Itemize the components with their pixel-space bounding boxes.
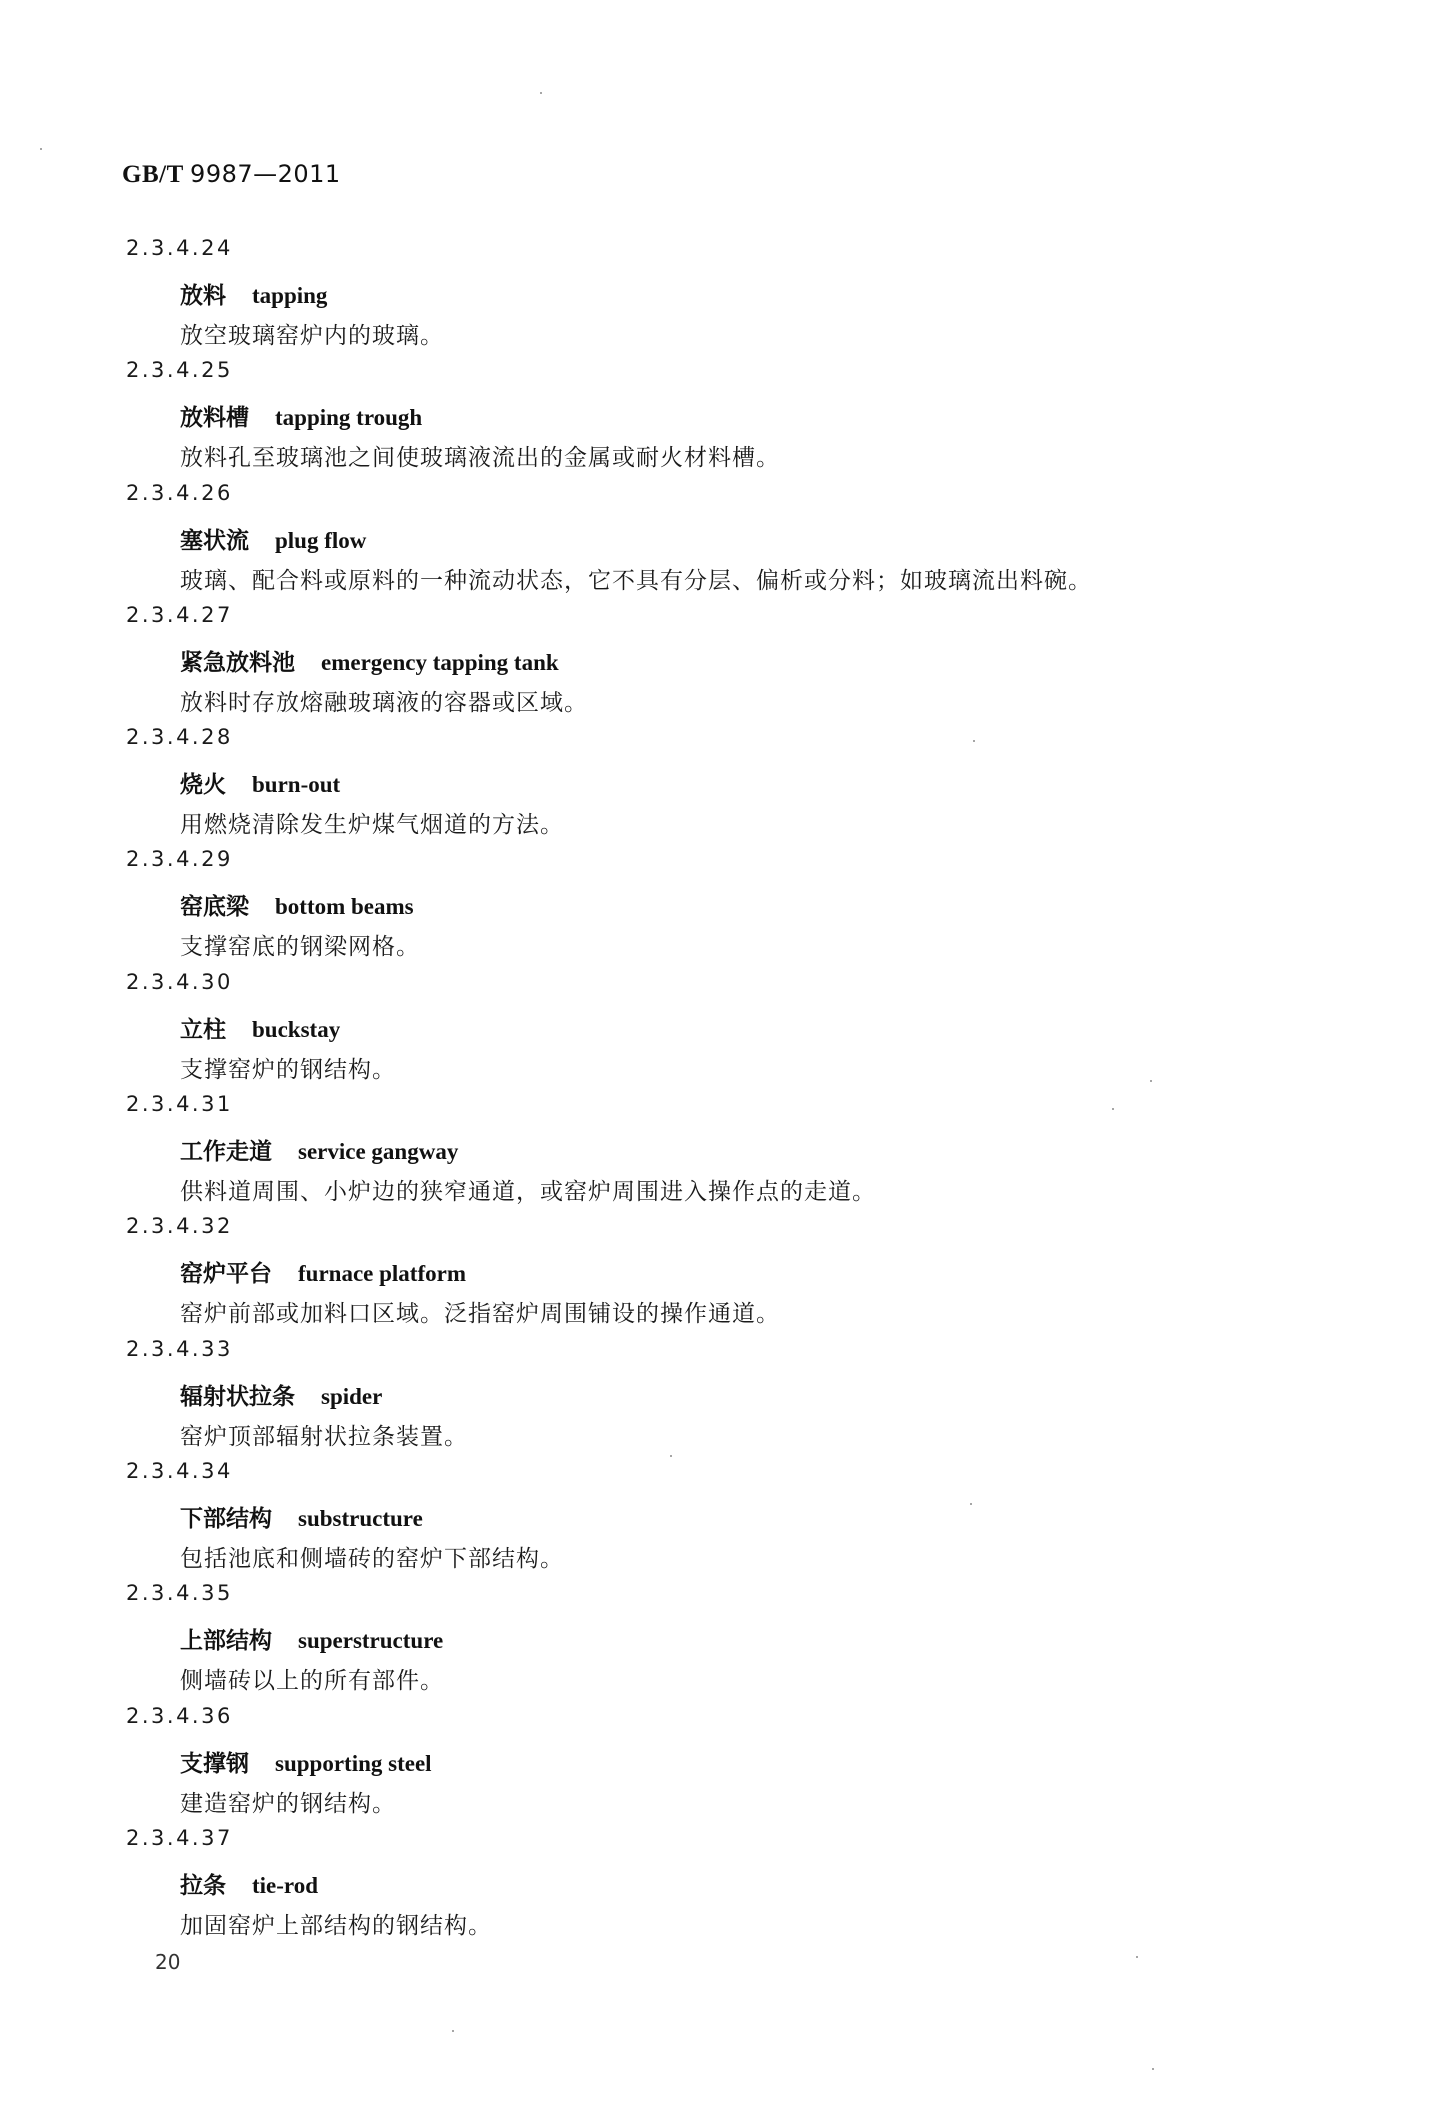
term-english: furnace platform bbox=[298, 1261, 466, 1287]
scan-speck bbox=[452, 2030, 454, 2032]
entry-definition: 窑炉顶部辐射状拉条装置。 bbox=[180, 1423, 468, 1450]
entry-number: 2.3.4.37 bbox=[126, 1825, 233, 1850]
term-entry bbox=[0, 1210, 1438, 1332]
scan-speck bbox=[670, 1455, 672, 1457]
term-entry bbox=[0, 721, 1438, 843]
term-chinese: 立柱 bbox=[180, 1016, 226, 1043]
scan-speck bbox=[1112, 1108, 1114, 1110]
scan-speck bbox=[540, 92, 542, 94]
term-english: bottom beams bbox=[275, 894, 414, 920]
entry-number: 2.3.4.26 bbox=[126, 480, 233, 505]
term-entry bbox=[0, 1700, 1438, 1822]
entry-term bbox=[180, 766, 340, 799]
term-entry bbox=[0, 599, 1438, 721]
term-english: supporting steel bbox=[275, 1750, 432, 1776]
entry-term bbox=[180, 1011, 340, 1044]
scan-speck bbox=[1152, 2068, 1154, 2070]
term-chinese: 支撑钢 bbox=[180, 1750, 249, 1777]
entry-term bbox=[180, 1133, 458, 1166]
term-entry bbox=[0, 1088, 1438, 1210]
entry-number: 2.3.4.34 bbox=[126, 1458, 233, 1483]
term-entry bbox=[0, 232, 1438, 354]
entry-number: 2.3.4.35 bbox=[126, 1581, 233, 1606]
entry-term bbox=[180, 1255, 466, 1288]
term-english: tapping bbox=[252, 283, 328, 308]
term-english: superstructure bbox=[298, 1628, 444, 1654]
standard-code: 9987—2011 bbox=[190, 160, 341, 188]
entry-term bbox=[180, 644, 559, 677]
entry-number: 2.3.4.36 bbox=[126, 1703, 233, 1728]
term-entry bbox=[0, 1333, 1438, 1455]
entry-number: 2.3.4.31 bbox=[126, 1092, 233, 1117]
term-english: buckstay bbox=[252, 1016, 341, 1042]
term-chinese: 上部结构 bbox=[180, 1628, 272, 1655]
entry-definition: 支撑窑炉的钢结构。 bbox=[180, 1056, 396, 1083]
entry-number: 2.3.4.25 bbox=[126, 358, 233, 383]
entry-number: 2.3.4.29 bbox=[126, 847, 233, 872]
entry-definition: 用燃烧清除发生炉煤气烟道的方法。 bbox=[180, 812, 564, 839]
entry-definition: 玻璃、配合料或原料的一种流动状态，它不具有分层、偏析或分料；如玻璃流出料碗。 bbox=[180, 567, 1092, 594]
term-chinese: 塞状流 bbox=[180, 527, 249, 554]
term-chinese: 紧急放料池 bbox=[180, 649, 295, 676]
term-chinese: 拉条 bbox=[180, 1872, 226, 1899]
scan-speck bbox=[1150, 1080, 1152, 1082]
entry-number: 2.3.4.28 bbox=[126, 725, 233, 750]
entry-number: 2.3.4.32 bbox=[126, 1214, 233, 1239]
term-entry bbox=[0, 1822, 1438, 1944]
entry-number: 2.3.4.33 bbox=[126, 1336, 233, 1361]
entry-definition: 包括池底和侧墙砖的窑炉下部结构。 bbox=[180, 1545, 564, 1572]
term-entry-list bbox=[0, 232, 1438, 1944]
term-english: burn-out bbox=[252, 772, 341, 798]
entry-term bbox=[180, 277, 327, 310]
scan-speck bbox=[970, 1503, 972, 1505]
term-chinese: 下部结构 bbox=[180, 1505, 272, 1532]
term-english: tapping trough bbox=[275, 405, 423, 431]
entry-definition: 侧墙砖以上的所有部件。 bbox=[180, 1668, 444, 1695]
entry-number: 2.3.4.27 bbox=[126, 602, 233, 627]
term-english: plug flow bbox=[275, 527, 367, 553]
term-english: spider bbox=[321, 1383, 383, 1409]
term-entry bbox=[0, 843, 1438, 965]
term-entry bbox=[0, 477, 1438, 599]
term-entry bbox=[0, 1455, 1438, 1577]
term-entry bbox=[0, 966, 1438, 1088]
entry-definition: 加固窑炉上部结构的钢结构。 bbox=[180, 1912, 492, 1939]
scan-speck bbox=[40, 148, 42, 150]
entry-term bbox=[180, 1622, 443, 1655]
entry-definition: 放空玻璃窑炉内的玻璃。 bbox=[180, 323, 444, 349]
scan-speck bbox=[1136, 1956, 1138, 1958]
term-chinese: 烧火 bbox=[180, 772, 226, 799]
entry-term bbox=[180, 522, 366, 555]
entry-term bbox=[180, 1867, 318, 1900]
term-entry bbox=[0, 1577, 1438, 1699]
entry-number: 2.3.4.24 bbox=[126, 236, 233, 260]
entry-definition: 建造窑炉的钢结构。 bbox=[180, 1790, 396, 1817]
term-english: emergency tapping tank bbox=[321, 649, 559, 675]
entry-definition: 放料时存放熔融玻璃液的容器或区域。 bbox=[180, 689, 588, 716]
entry-term bbox=[180, 1378, 382, 1411]
scan-speck bbox=[973, 740, 975, 742]
page-number: 20 bbox=[155, 1950, 181, 1974]
entry-term bbox=[180, 399, 422, 432]
entry-term bbox=[180, 888, 414, 921]
entry-definition: 放料孔至玻璃池之间使玻璃液流出的金属或耐火材料槽。 bbox=[180, 445, 780, 472]
standard-prefix: GB/T bbox=[122, 161, 184, 188]
term-chinese: 工作走道 bbox=[180, 1139, 272, 1166]
term-chinese: 放料槽 bbox=[180, 405, 249, 432]
term-chinese: 辐射状拉条 bbox=[180, 1383, 295, 1410]
entry-term bbox=[180, 1500, 423, 1533]
entry-definition: 支撑窑底的钢梁网格。 bbox=[180, 934, 420, 961]
standard-header bbox=[122, 160, 341, 189]
term-chinese: 窑炉平台 bbox=[180, 1261, 272, 1288]
term-english: service gangway bbox=[298, 1139, 459, 1165]
term-chinese: 窑底梁 bbox=[180, 894, 249, 921]
term-entry bbox=[0, 354, 1438, 476]
term-english: substructure bbox=[298, 1505, 423, 1531]
entry-definition: 供料道周围、小炉边的狭窄通道，或窑炉周围进入操作点的走道。 bbox=[180, 1179, 876, 1206]
term-chinese: 放料 bbox=[180, 283, 226, 309]
entry-term bbox=[180, 1745, 432, 1778]
term-english: tie-rod bbox=[252, 1872, 319, 1898]
entry-number: 2.3.4.30 bbox=[126, 969, 233, 994]
entry-definition: 窑炉前部或加料口区域。泛指窑炉周围铺设的操作通道。 bbox=[180, 1301, 780, 1328]
